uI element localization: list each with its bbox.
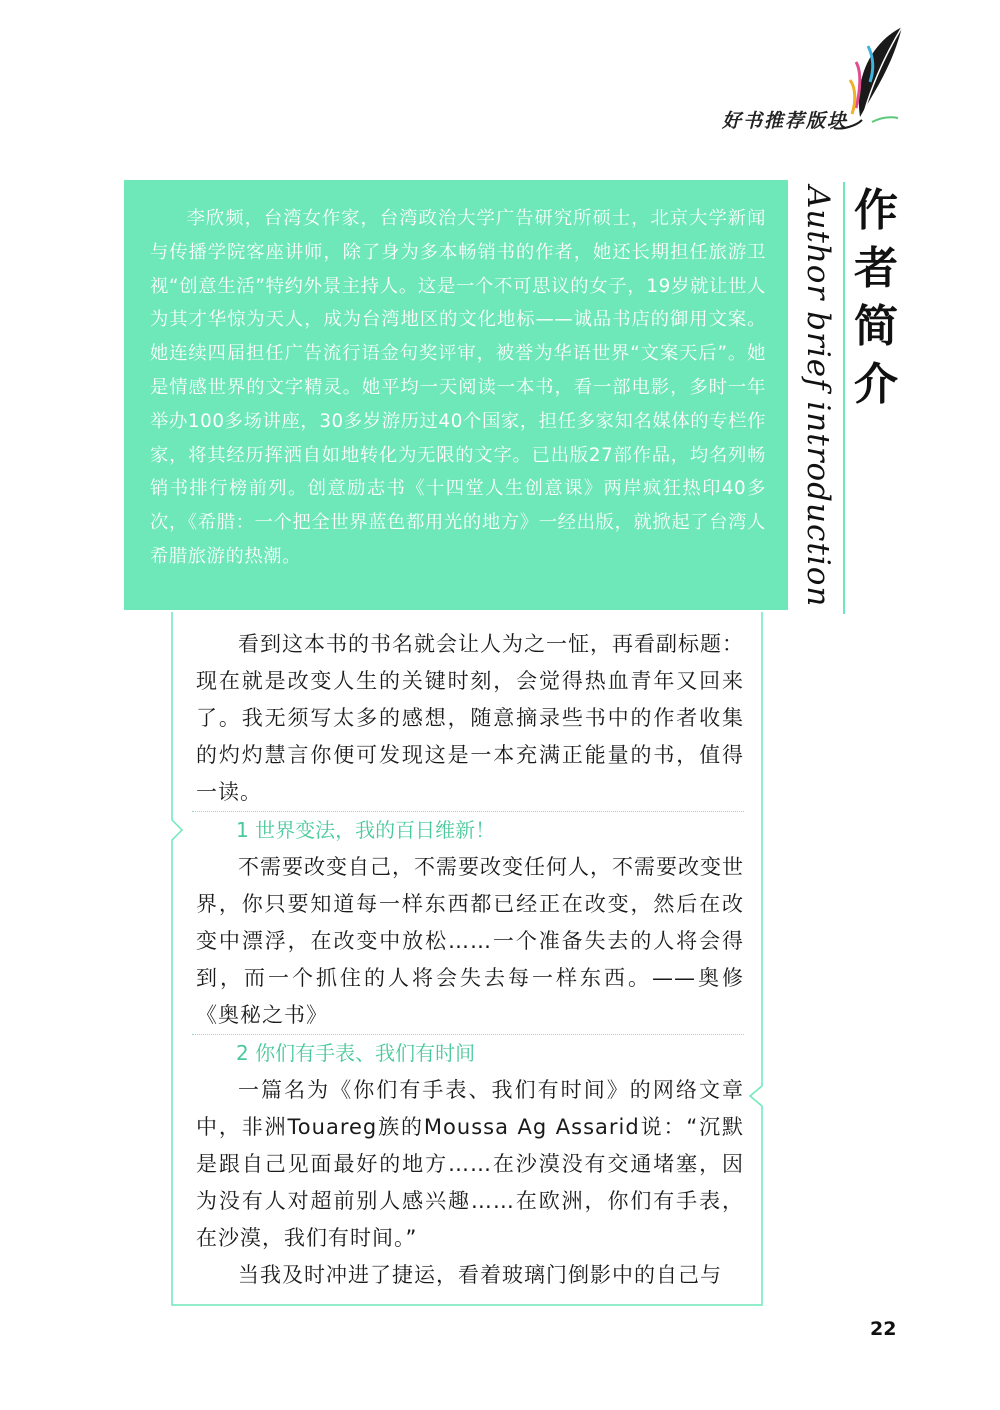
title-char: 者	[854, 243, 898, 294]
review-content	[196, 626, 744, 1294]
review-paragraph: 一篇名为《你们有手表、我们有时间》的网络文章中，非洲Touareg族的Moussa Ag Assarid说：“沉默是跟自己见面最好的地方……在沙漠没有交通堵塞，因为没有人对超前别人感兴趣……在欧洲，你们有手表，在沙漠，我们有时间。”	[196, 1078, 744, 1250]
review-paragraph: 不需要改变自己，不需要改变任何人，不需要改变世界，你只要知道每一样东西都已经正在改变，然后在改变中漂浮，在改变中放松……一个准备失去的人将会得到，而一个抓住的人将会失去每一样东西。——奥修《奥秘之书》	[196, 855, 744, 1027]
author-bio-text: 李欣频，台湾女作家，台湾政治大学广告研究所硕士，北京大学新闻与传播学院客座讲师，除了身为多本畅销书的作者，她还长期担任旅游卫视“创意生活”特约外景主持人。这是一个不可思议的女子，19岁就让世人为其才华惊为天人，成为台湾地区的文化地标——诚品书店的御用文案。她连续四届担任广告流行语金句奖评审，被誉为华语世界“文案天后”。她是情感世界的文字精灵。她平均一天阅读一本书，看一部电影，多时一年举办100多场讲座，30多岁游历过40个国家，担任多家知名媒体的专栏作家，将其经历挥洒自如地转化为无限的文字。已出版27部作品，均名列畅销书排行榜前列。创意励志书《十四堂人生创意课》两岸疯狂热印40多次，《希腊：一个把全世界蓝色都用光的地方》一经出版，就掀起了台湾人希腊旅游的热潮。	[150, 208, 766, 567]
title-divider	[843, 182, 845, 614]
feather-quill-icon	[832, 22, 912, 137]
review-subheading: 1 世界变法，我的百日维新！	[192, 811, 744, 849]
review-paragraph: 当我及时冲进了捷运，看着玻璃门倒影中的自己与	[238, 1263, 722, 1287]
title-char: 简	[854, 301, 898, 352]
title-char: 介	[854, 359, 898, 410]
section-title-cn	[852, 182, 900, 414]
review-subheading: 2 你们有手表、我们有时间	[192, 1034, 744, 1072]
section-label: 好书推荐版块	[722, 110, 849, 132]
section-title-en: Author brief introduction	[800, 186, 836, 608]
title-char: 作	[854, 185, 898, 236]
page-number: 22	[870, 1318, 897, 1340]
author-bio-panel	[124, 180, 788, 610]
review-intro: 看到这本书的书名就会让人为之一怔，再看副标题：现在就是改变人生的关键时刻，会觉得热血青年又回来了。我无须写太多的感想，随意摘录些书中的作者收集的灼灼慧言你便可发现这是一本充满正能量的书，值得一读。	[196, 632, 744, 804]
